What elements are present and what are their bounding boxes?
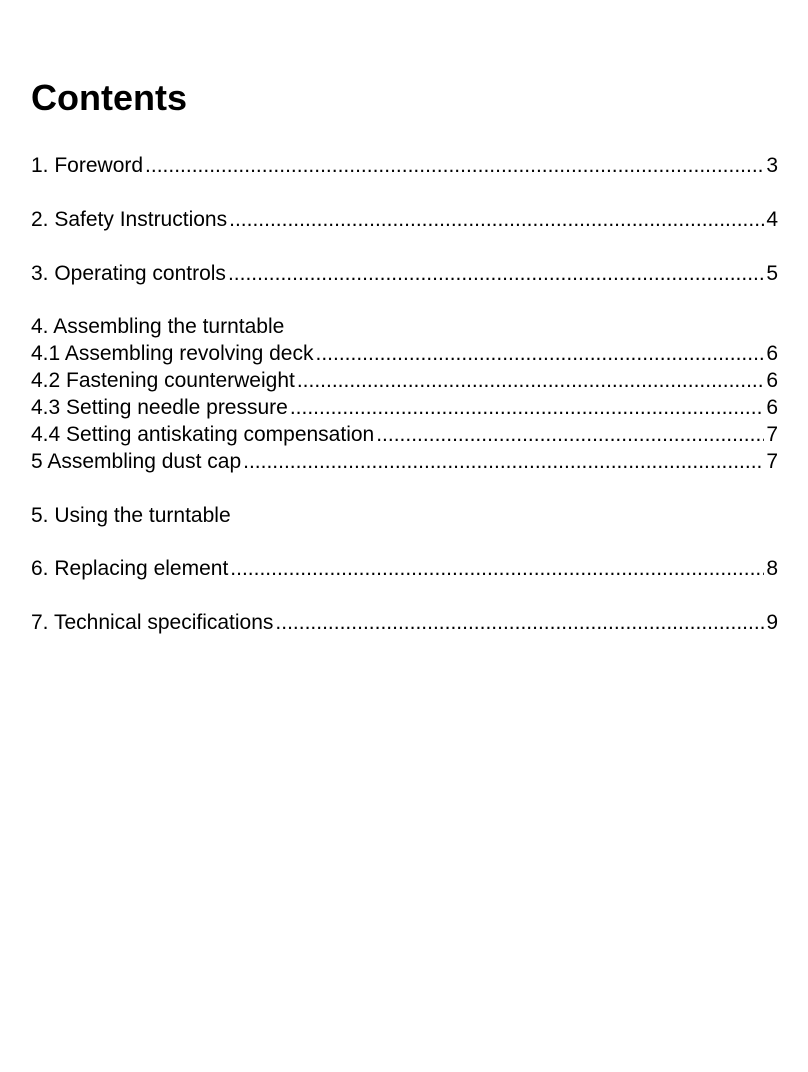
toc-page-number: 9: [766, 611, 778, 634]
toc-dot-leader: [275, 609, 764, 636]
toc-entry-label: 4.2 Fastening counterweight: [31, 369, 295, 392]
toc-entry-label: 7. Technical specifications: [31, 611, 274, 634]
toc-entry-label: 4.4 Setting antiskating compensation: [31, 423, 375, 446]
toc-entry-label: 4.1 Assembling revolving deck: [31, 342, 314, 365]
toc-page-number: 4: [766, 208, 778, 231]
toc-section-heading-assembling: 4. Assembling the turntable: [31, 315, 285, 338]
toc-dot-leader: [316, 340, 765, 367]
toc-dot-leader: [228, 260, 764, 287]
toc-entry-label: 2. Safety Instructions: [31, 208, 228, 231]
toc-dot-leader: [243, 448, 764, 475]
toc-entry-technical-specifications: [31, 609, 778, 636]
toc-dot-leader: [145, 152, 764, 179]
toc-entry-fastening-counterweight: [31, 367, 778, 394]
page-title: Contents: [31, 77, 187, 118]
toc-page-number: 5: [766, 262, 778, 285]
toc-dot-leader: [290, 394, 764, 421]
toc-page-number: 3: [766, 154, 778, 177]
toc-entry-operating-controls: [31, 260, 778, 287]
toc-entry-label: 4.3 Setting needle pressure: [31, 396, 288, 419]
toc-entry-setting-needle-pressure: [31, 394, 778, 421]
toc-page-number: 6: [766, 396, 778, 419]
toc-entry-safety-instructions: [31, 206, 778, 233]
toc-page-number: 6: [766, 369, 778, 392]
toc-dot-leader: [229, 206, 764, 233]
toc-section-heading-using: 5. Using the turntable: [31, 504, 231, 527]
toc-dot-leader: [297, 367, 764, 394]
toc-entry-assembling-revolving-deck: [31, 340, 778, 367]
toc-dot-leader: [230, 555, 764, 582]
toc-entry-label: 1. Foreword: [31, 154, 144, 177]
toc-entry-foreword: [31, 152, 778, 179]
toc-entry-replacing-element: [31, 555, 778, 582]
toc-entry-setting-antiskating: [31, 421, 778, 448]
toc-entry-label: 5 Assembling dust cap: [31, 450, 242, 473]
toc-page-number: 6: [766, 342, 778, 365]
toc-dot-leader: [376, 421, 764, 448]
toc-entry-label: 3. Operating controls: [31, 262, 226, 285]
toc-page-number: 7: [766, 423, 778, 446]
toc-entry-assembling-dust-cap: [31, 448, 778, 475]
toc-entry-label: 6. Replacing element: [31, 557, 229, 580]
toc-page-number: 7: [766, 450, 778, 473]
toc-page-number: 8: [766, 557, 778, 580]
